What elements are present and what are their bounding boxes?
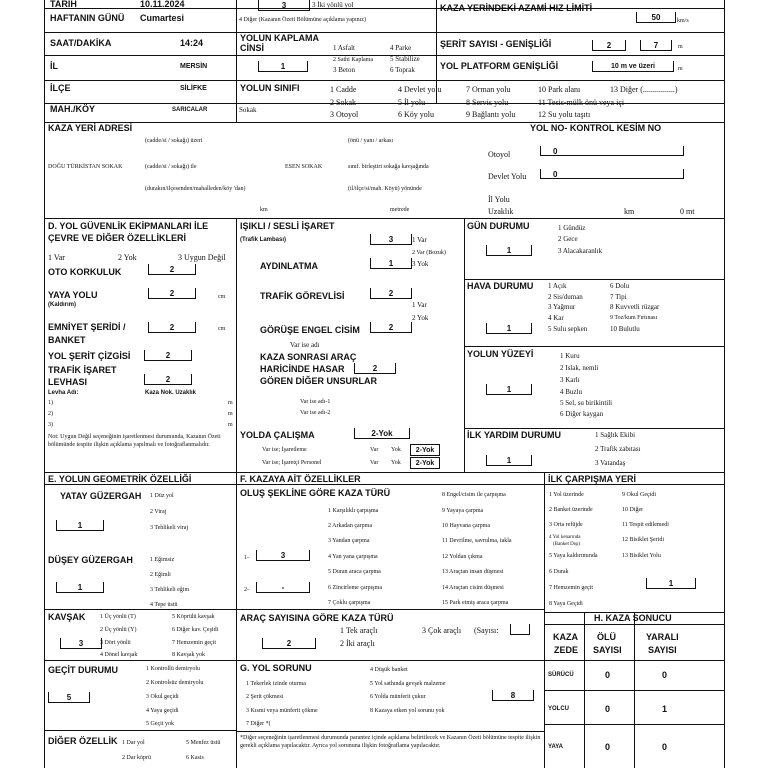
ilyolu-label: İl Yolu [488, 195, 510, 204]
f-t9: 9 Yayaya çarpma [442, 508, 484, 514]
adres-label: KAZA YERİ ADRESİ [48, 123, 133, 133]
emniyet-label: EMNİYET ŞERİDİ / [48, 322, 126, 332]
d-note: Not: Uygun Değil seçeneğinin işaretlenmesi durumunda, Kazanın Özeti bölümünde tespite ilişkin açıklama yapılmalı ve fotoğraflanmalıdır. [48, 434, 221, 448]
sinif-o1: 1 Cadde [330, 85, 357, 94]
gorevli-box[interactable]: 2 [370, 288, 412, 299]
olus-box2[interactable]: - [256, 582, 310, 593]
g-o6: 6 Yolda münferit çukur [370, 694, 426, 700]
devlet-label: Devlet Yolu [488, 172, 527, 181]
kavsak-o8: 8 Kavşak yok [172, 652, 205, 658]
g-o3: 3 Kısmi veya münferit çökme [246, 708, 318, 714]
kavsak-label: KAVŞAK [48, 612, 86, 622]
ilkyardim-o3: 3 Vatandaş [595, 459, 626, 467]
tarih-value: 10.11.2024 [140, 0, 185, 9]
saat-label: SAAT/DAKİKA [50, 38, 112, 48]
f-t3: 3 Yandan çarpma [328, 538, 370, 544]
h-row-olu: 0 [605, 704, 611, 714]
adres-r1a: (cadde/si / sokağı) üzeri [145, 138, 203, 144]
kavsak-o1: 1 Üç yönlü (T) [100, 614, 136, 620]
calisma-box[interactable]: 2-Yok [354, 428, 410, 439]
yaya-yolu-cm: cm [218, 294, 226, 300]
h-col3: YARALI [646, 632, 679, 642]
gorus-box[interactable]: 2 [370, 322, 412, 333]
yon-opt4: 4 Diğer (Kazanın Özeti Bölümüne açıklama yapınız) [239, 17, 366, 23]
h-row-label: YAYA [548, 744, 564, 750]
calisma-var1: Var [370, 447, 379, 453]
g-o8: 8 Kazaya etken yol sorunu yok [370, 708, 445, 714]
carpisma-o9: 9 Okul Geçidi [622, 492, 656, 498]
dusey-o3: 3 Tehlikeli eğim [150, 587, 190, 593]
otoyol-box[interactable]: 0 [540, 146, 684, 156]
serit-count-box[interactable]: 2 [592, 40, 626, 51]
g-o1: 1 Tekerlek izinde oturma [246, 681, 306, 687]
dusey-o4: 4 Tepe üstü [150, 602, 178, 608]
serit-cizgisi-box[interactable]: 2 [144, 350, 192, 361]
gun-label: GÜN DURUMU [467, 221, 530, 231]
h-row-label: YOLCU [548, 706, 569, 712]
hasar-l2: HARİCİNDE HASAR [260, 364, 345, 374]
hasar-a1: Var ise adı-1 [300, 399, 331, 405]
il-label: İL [50, 61, 58, 71]
levha-label2: LEVHASI [48, 377, 88, 387]
yon-box[interactable]: 3 [258, 0, 310, 11]
carpisma-o3: 3 Orta refüjde [549, 522, 583, 528]
isikli-box[interactable]: 3 [370, 234, 412, 245]
adres-r2a: DOĞU TÜRKİSTAN SOKAK [48, 164, 123, 170]
yuzey-box[interactable]: 1 [486, 384, 532, 395]
isikli-label1: IŞIKLI / SESLİ İŞARET [240, 221, 335, 231]
mahkoy-label: MAH./KÖY [50, 104, 95, 114]
kaplama-o5: 5 Stabilize [390, 55, 420, 63]
calisma-personel-box[interactable]: 2-Yok [410, 457, 440, 469]
f-t13: 13 Araçtan insan düşmesi [442, 569, 504, 575]
sinif-o4: 4 Devlet yolu [398, 85, 442, 94]
carpisma-o13: 13 Bisiklet Yolu [622, 553, 661, 559]
f-t12: 12 Yoldan çıkma [442, 554, 483, 560]
calisma-yok1: Yok [391, 447, 401, 453]
hava-o3: 3 Yağmur [548, 303, 576, 311]
yuzey-o3: 3 Karlı [560, 376, 580, 384]
f-t10: 10 Hayvana çarpma [442, 523, 490, 529]
dusey-label: DÜŞEY GÜZERGAH [48, 555, 133, 565]
g-note: *Diğer seçeneğinin işaretlenmesi durumunda parantez içinde açıklama belirtilecek ve Kazanın Özeti bölümüne tespite ilişkin gerekli açıklama yapılacaktır. Ayrıca yol sorununa ilişkin fotoğraflama yapılacaktır. [240, 735, 541, 750]
yaya-yolu-label: YAYA YOLU [48, 290, 98, 300]
carpisma-o4b: (Banket Dışı) [553, 542, 581, 547]
carpisma-o6: 6 Durak [549, 569, 569, 575]
carpisma-o4a: 4 Yol kenarında [549, 535, 581, 540]
levha-r2: 2) [48, 411, 53, 417]
serit-width-box[interactable]: 7 [640, 40, 672, 51]
azami-hiz-label: KAZA YERİNDEKİ AZAMİ HIZ LİMİTİ [440, 3, 593, 13]
kaplama-o4: 4 Parke [390, 44, 412, 52]
kavsak-o7: 7 Hemzemin geçit [172, 640, 216, 646]
hava-o7: 7 Tipi [610, 293, 627, 301]
yatay-o2: 2 Viraj [150, 509, 167, 515]
banket-label: BANKET [48, 335, 86, 345]
ilkyardim-label: İLK YARDIM DURUMU [467, 430, 562, 440]
h-row-label: SÜRÜCÜ [548, 672, 574, 678]
yaya-yolu-box[interactable]: 2 [148, 288, 196, 299]
kontrol-label: YOL NO- KONTROL KESİM NO [530, 123, 662, 133]
uzaklik-label: Uzaklık [488, 207, 514, 216]
g-box[interactable]: 8 [492, 690, 534, 701]
d-opt3: 3 Uygun Değil [178, 253, 226, 262]
levha-r3: 3) [48, 422, 53, 428]
f-t11: 11 Devrilme, savrulma, takla [442, 538, 512, 544]
f-t5: 5 Duran araca çarpma [328, 569, 381, 575]
diger-label: DİĞER ÖZELLİK [48, 736, 118, 746]
gorus-varise: Var ise adı [290, 341, 320, 349]
levha-r1: 1) [48, 400, 53, 406]
devlet-box[interactable]: 0 [540, 169, 684, 179]
yaya-yolu-sub: (Kaldırım) [48, 302, 77, 308]
gecit-o5: 5 Geçit yok [146, 721, 174, 727]
oto-korkuluk-box[interactable]: 2 [148, 264, 196, 275]
gun-o1: 1 Gündüz [558, 224, 586, 232]
h-row-yarali: 1 [662, 704, 668, 714]
h-title: H. KAZA SONUCU [594, 613, 672, 623]
serit-cizgisi-label: YOL ŞERİT ÇİZGİSİ [48, 351, 131, 361]
sinif-o11: 11 Tesis-mülk önü veya içi [538, 98, 625, 107]
f-r2: 2- [244, 587, 249, 593]
sinif-label: YOLUN SINIFI [240, 83, 300, 93]
hasar-box[interactable]: 2 [354, 363, 396, 374]
adres-r3b: (il/ilçe/si/mah. Köyü) yönünde [348, 186, 422, 192]
gecit-o1: 1 Kontrollü demiryolu [146, 666, 200, 672]
arac-sayisi-text: (Sayısı: [474, 626, 499, 635]
h-col1: KAZA [553, 632, 578, 642]
yuzey-o4: 4 Buzlu [560, 388, 582, 396]
g-o4: 4 Düşük banket [370, 667, 408, 673]
isikli-o2: 2 Var (Bozuk) [412, 250, 446, 256]
sinif-o3: 3 Otoyol [330, 110, 359, 119]
yuzey-o6: 6 Diğer kaygan [560, 410, 604, 418]
yatay-o1: 1 Düz yol [150, 493, 174, 499]
gecit-label: GEÇİT DURUMU [48, 665, 118, 675]
carpisma-o7: 7 Hemzemin geçit [549, 585, 593, 591]
f-t4: 4 Yan yana çarpışma [328, 554, 378, 560]
hava-o5: 5 Sulu sepken [548, 325, 588, 333]
hava-o1: 1 Açık [548, 282, 567, 290]
kaplama-o1: 1 Asfalt [333, 44, 355, 52]
adres-r3a: (durakın/ilçesenden/mahalleden/köy 'dan) [145, 186, 246, 192]
kaplama-label2: CİNSİ [240, 43, 265, 53]
arac-sayisi-box[interactable]: 2 [262, 638, 316, 649]
calisma-var2: Var [370, 460, 379, 466]
levha-m1: m [228, 400, 233, 406]
haftanin-gunu-value: Cumartesi [140, 13, 185, 23]
adres-r1b: (önü / yanı / arkası [348, 138, 393, 144]
kavsak-o5: 5 Köprülü kavşak [172, 614, 215, 620]
gun-box[interactable]: 1 [486, 245, 532, 256]
azami-hiz-unit: km/s [677, 18, 689, 24]
yuzey-o1: 1 Kuru [560, 352, 580, 360]
dusey-o2: 2 Eğimli [150, 572, 171, 578]
otoyol-label: Otoyol [488, 150, 511, 159]
gorevli-o1: 1 Var [412, 301, 427, 309]
carpisma-o11: 11 Tespit edilemedi [622, 522, 669, 528]
sinif-o9: 9 Bağlantı yolu [466, 110, 516, 119]
yatay-o3: 3 Tehlikeli viraj [150, 525, 189, 531]
levha-uzaklik: Kaza Nok. Uzaklık [145, 390, 197, 396]
e-title: E. YOLUN GEOMETRİK ÖZELLİĞİ [48, 474, 192, 484]
calisma-personel: Var ise; İşaretçi Personel [262, 460, 322, 466]
gun-o3: 3 Alacakaranlık [558, 247, 603, 255]
g-title: G. YOL SORUNU [240, 663, 312, 673]
f-t15: 15 Park etmiş araca çarpma [442, 600, 509, 606]
haftanin-gunu-label: HAFTANIN GÜNÜ [50, 13, 125, 23]
hava-o6: 6 Dolu [610, 282, 630, 290]
serit-unit: m [678, 44, 683, 50]
km-label: km [624, 207, 635, 216]
carpisma-box[interactable]: 1 [646, 578, 696, 589]
kaplama-o6: 6 Toprak [390, 66, 415, 74]
f-r1: 1- [244, 555, 249, 561]
adres-r4b: metrede [390, 207, 410, 213]
aydinlatma-label: AYDINLATMA [260, 261, 318, 271]
hava-label: HAVA DURUMU [467, 281, 534, 291]
platform-box[interactable]: 10 m ve üzeri [592, 61, 674, 72]
d-opt1: 1 Var [48, 253, 65, 262]
h-row-olu: 0 [605, 742, 611, 752]
yuzey-label: YOLUN YÜZEYİ [467, 349, 534, 359]
carpisma-label: İLK ÇARPIŞMA YERİ [548, 474, 637, 484]
calisma-isaret: Var ise; İşaretleme [262, 447, 307, 453]
yatay-label: YATAY GÜZERGAH [60, 491, 142, 501]
calisma-isaret-box[interactable]: 2-Yok [410, 444, 440, 456]
gecit-o4: 4 Yaya geçidi [146, 708, 179, 714]
gecit-o3: 3 Okul geçidi [146, 694, 179, 700]
kavsak-box[interactable]: 3 [60, 638, 102, 649]
kavsak-o3: 3 Dört yönlü [100, 640, 131, 646]
diger-o2: 2 Dar köprü [122, 755, 151, 761]
h-row-olu: 0 [605, 670, 611, 680]
g-o7: 7 Diğer *( [246, 721, 271, 727]
diger-o6: 6 Kasis [186, 755, 204, 761]
sinif-o5: 5 İl yolu [398, 98, 426, 107]
kavsak-o2: 2 Üç yönlü (Y) [100, 627, 137, 633]
il-value: MERSİN [180, 63, 208, 70]
gecit-o2: 2 Kontrolsüz demiryolu [146, 680, 204, 686]
gorevli-o2: 2 Yok [412, 314, 429, 322]
carpisma-o12: 12 Bisiklet Şeridi [622, 537, 664, 543]
isikli-o1: 1 Var [412, 236, 427, 244]
kaplama-o2: 2 Sathi Kaplama [333, 57, 373, 63]
f-title: F. KAZAYA AİT ÖZELLİKLER [240, 474, 361, 484]
platform-unit: m [678, 66, 683, 72]
ilce-value: SİLİFKE [180, 85, 207, 92]
f-t6: 6 Zincirleme çarpışma [328, 585, 382, 591]
sinif-o13: 13 Diğer (................) [610, 85, 678, 94]
h-row-yarali: 0 [662, 742, 668, 752]
d-title2: ÇEVRE VE DİĞER ÖZELLİKLERİ [48, 233, 187, 243]
arac-sayisi-label: ARAÇ SAYISINA GÖRE KAZA TÜRÜ [240, 613, 394, 623]
h-col2: ÖLÜ [597, 632, 616, 642]
kaplama-box[interactable]: 1 [258, 61, 308, 72]
g-o5: 5 Yol sathında gevşek malzeme [370, 681, 446, 687]
sinif-o6: 6 Köy yolu [398, 110, 434, 119]
gorevli-label: TRAFİK GÖREVLİSİ [260, 291, 345, 301]
emniyet-cm: cm [218, 326, 226, 332]
arac-sayisi-count-box[interactable] [510, 624, 530, 635]
arac-o3: 3 Çok araçlı [422, 626, 462, 635]
diger-o1: 1 Dar yol [122, 740, 145, 746]
calisma-label: YOLDA ÇALIŞMA [240, 430, 315, 440]
levha-m3: m [228, 422, 233, 428]
saat-value: 14:24 [180, 38, 204, 48]
f-t8: 8 Engel/cisim ile çarpışma [442, 492, 506, 498]
tarih-label: TARİH [50, 0, 77, 9]
sinif-o10: 10 Park alanı [538, 85, 581, 94]
ilce-label: İLÇE [50, 83, 71, 93]
mt-label: 0 mt [680, 207, 695, 216]
h-col1b: ZEDE [554, 645, 579, 655]
dusey-o1: 1 Eğimsiz [150, 557, 175, 563]
f-t1: 1 Karşılıklı çarpışma [328, 508, 379, 514]
f-t7: 7 Çoklu çarpışma [328, 600, 371, 606]
adres-r2c: ESEN SOKAK [285, 164, 323, 170]
levha-m2: m [228, 411, 233, 417]
gun-o2: 2 Gece [558, 235, 578, 243]
gecit-box[interactable]: 5 [48, 692, 90, 703]
hasar-l1: KAZA SONRASI ARAÇ [260, 352, 357, 362]
h-col2b: SAYISI [593, 645, 622, 655]
levha-adi: Levha Adı: [48, 390, 79, 396]
hava-o4: 4 Kar [548, 314, 564, 322]
yon-opt3: 3 İki yönlü yol [312, 1, 354, 9]
ilkyardim-box[interactable]: 1 [486, 455, 532, 466]
arac-o1: 1 Tek araçlı [340, 626, 378, 635]
carpisma-o2: 2 Banket üzerinde [549, 507, 593, 513]
sinif-o8: 8 Servis yolu [466, 98, 509, 107]
hava-box[interactable]: 1 [486, 323, 532, 334]
yuzey-o2: 2 Islak, nemli [560, 364, 599, 372]
hava-o2: 2 Sis/duman [548, 293, 583, 301]
arac-o2: 2 İki araçlı [340, 639, 375, 648]
dusey-box[interactable]: 1 [56, 582, 104, 593]
h-col3b: SAYISI [648, 645, 677, 655]
carpisma-o1: 1 Yol üzerinde [549, 492, 584, 498]
calisma-yok2: Yok [391, 460, 401, 466]
ilkyardim-o2: 2 Trafik zabıtası [595, 445, 641, 453]
gorus-label: GÖRÜŞE ENGEL CİSİM [260, 325, 360, 335]
ilkyardim-o1: 1 Sağlık Ekibi [595, 431, 636, 439]
emniyet-box[interactable]: 2 [148, 322, 196, 333]
hasar-l3: GÖREN DİĞER UNSURLAR [260, 376, 378, 386]
olus-box1[interactable]: 3 [256, 550, 310, 561]
f-t14: 14 Araçtan cisim düşmesi [442, 585, 504, 591]
platform-label: YOL PLATFORM GENİŞLİĞİ [440, 61, 559, 71]
kaplama-o3: 3 Beton [333, 66, 355, 74]
sinif-o7: 7 Orman yolu [466, 85, 511, 94]
f-t2: 2 Arkadan çarpma [328, 523, 372, 529]
adres-r2d: sınıf. birleştiri sokağa kavşağında [348, 164, 429, 170]
yatay-box[interactable]: 1 [56, 520, 104, 531]
yuzey-o5: 5 Sel, su birikintili [560, 399, 613, 407]
g-o2: 2 Şerit çökmesi [246, 694, 284, 700]
d-opt2: 2 Yok [118, 253, 137, 262]
carpisma-o10: 10 Diğer [622, 507, 644, 513]
aydinlatma-box[interactable]: 1 [370, 258, 412, 269]
kaplama-label1: YOLUN KAPLAMA [240, 33, 319, 43]
sinif-o2: 2 Sokak [330, 98, 356, 107]
hava-o10: 10 Bulutlu [610, 325, 640, 333]
hava-o9: 9 Toz/kum Fırtınası [610, 315, 658, 321]
d-title1: D. YOL GÜVENLİK EKİPMANLARI İLE [48, 221, 209, 231]
levha-box[interactable]: 2 [144, 374, 192, 385]
hasar-a2: Var ise adı-2 [300, 410, 331, 416]
kavsak-o6: 6 Diğer kav. Çeşidi [172, 627, 219, 633]
levha-label1: TRAFİK İŞARET [48, 365, 117, 375]
azami-hiz-box[interactable]: 50 [636, 12, 676, 23]
sokak-value: Sokak [239, 106, 257, 114]
kavsak-o4: 4 Dönel kavşak [100, 652, 138, 658]
carpisma-o5: 5 Yaya kaldırımında [549, 553, 598, 559]
mahkoy-value: SARICALAR [172, 107, 208, 113]
olus-label: OLUŞ ŞEKLİNE GÖRE KAZA TÜRÜ [240, 488, 391, 498]
isikli-o3: 3 Yok [412, 260, 429, 268]
h-row-yarali: 0 [662, 670, 668, 680]
adres-r4a: km [260, 207, 268, 213]
carpisma-o8: 8 Yaya Geçidi [549, 601, 583, 607]
sinif-o12: 12 Su yolu taşıtı [538, 110, 591, 119]
hava-o8: 8 Kuvvetli rüzgar [610, 303, 660, 311]
serit-label: ŞERİT SAYISI - GENİŞLİĞİ [440, 39, 552, 49]
isikli-label2: (Trafik Lambası) [240, 237, 287, 243]
diger-o5: 5 Menfez üstü [186, 740, 221, 746]
adres-r2b: (cadde/si / sokağı) ile [145, 164, 197, 170]
oto-korkuluk-label: OTO KORKULUK [48, 267, 122, 277]
